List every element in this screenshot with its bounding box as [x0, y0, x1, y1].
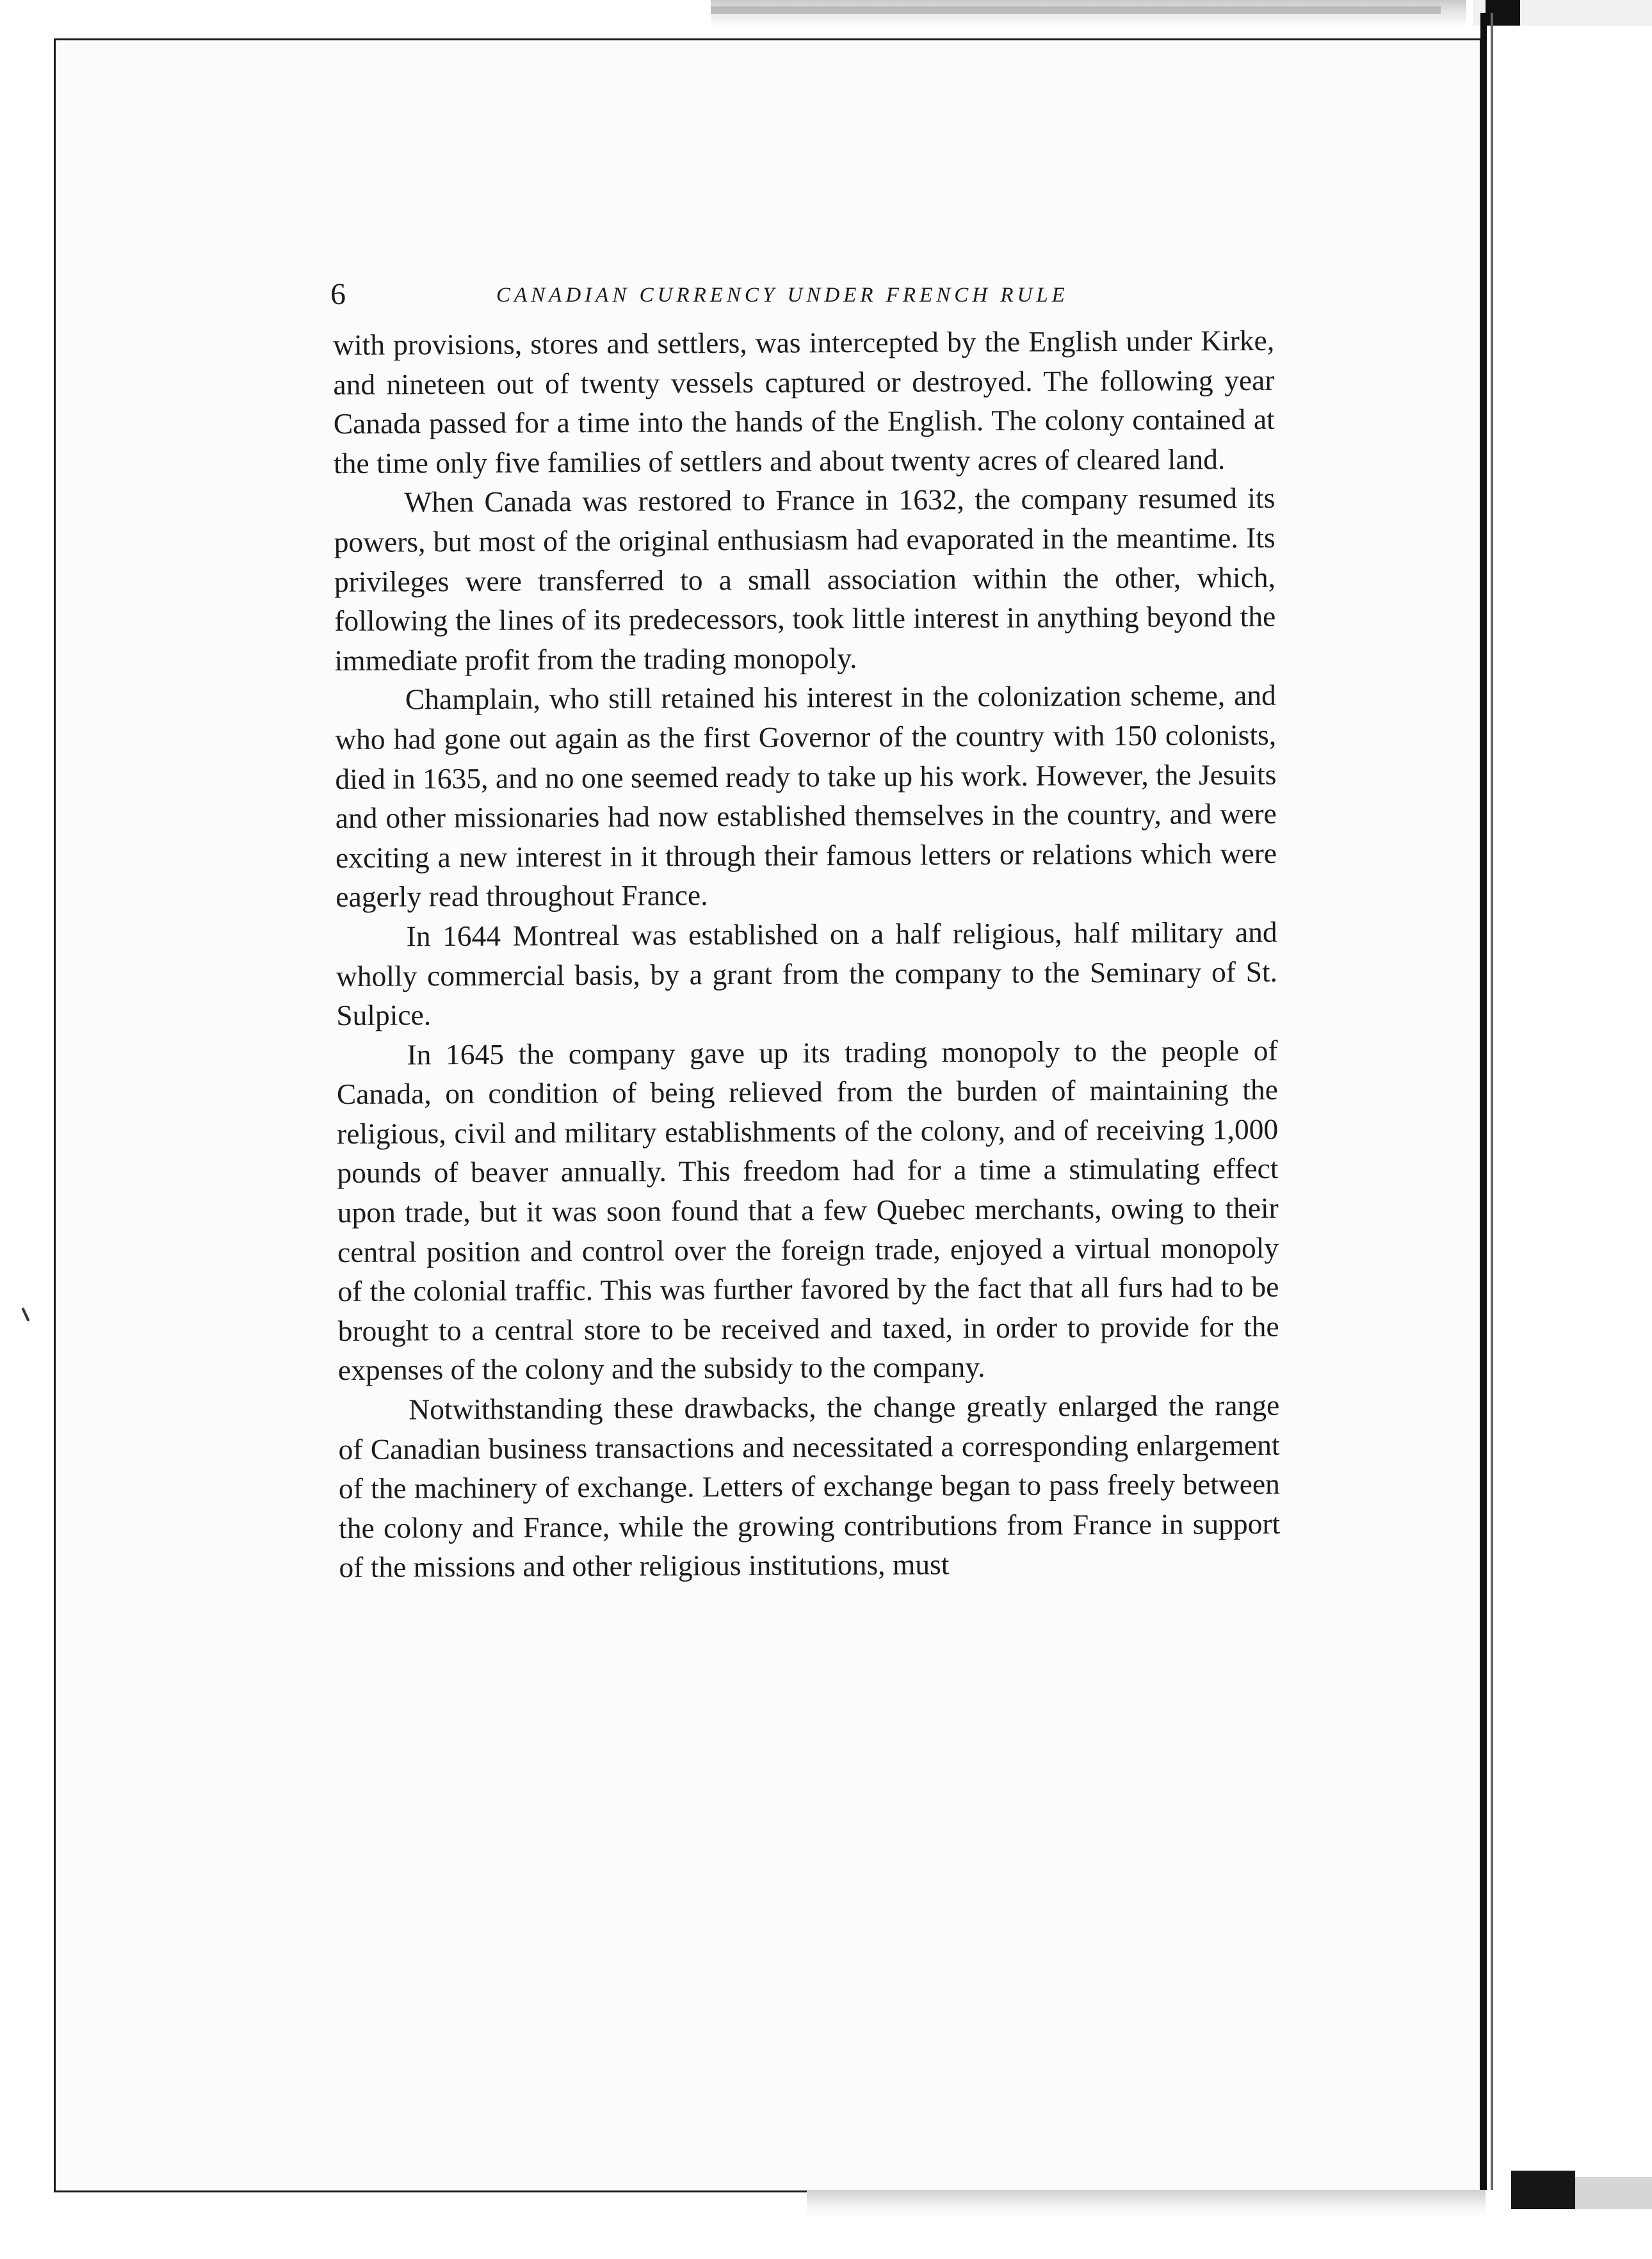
scan-edge-bottom: [807, 2190, 1486, 2218]
scan-shadow-top: [711, 6, 1441, 14]
paragraph: Notwithstanding these drawbacks, the change greatly enlarged the range of Canadian business transactions and necessitated a corresponding enlargement of the machinery of exchange. Letters of exchange began to pass freely between the colony and France, while the growing contributions from France in support of the missions and other religious institutions, must: [338, 1388, 1281, 1584]
paragraph: When Canada was restored to France in 1632, the company resumed its powers, but most of the original enthusiasm had evaporated in the meantime. Its privileges were transferred to a small association within the other, which, following the lines of its predecessors, took little interest in anything beyond the immediate profit from the trading monopoly.: [334, 482, 1276, 677]
paragraph: Champlain, who still retained his interest in the colonization scheme, and who had gone out again as the first Governor of the country with 150 colonists, died in 1635, and no one seemed ready to take up his work. However, the Jesuits and other missionaries had now established themselves in the country, and were exciting a new interest in it through their famous letters or relations which were eagerly read throughout France.: [335, 679, 1277, 914]
body-text: [333, 321, 1281, 1587]
paragraph: In 1644 Montreal was established on a half religious, half military and wholly commercial basis, by a grant from the company to the Seminary of St. Sulpice.: [336, 915, 1278, 1032]
page-edge-right: [1480, 13, 1487, 2190]
paragraph: In 1645 the company gave up its trading monopoly to the people of Canada, on condition of being relieved from the burden of maintaining the religious, civil and military establishments of the colony, and of receiving 1,000 pounds of beaver annually. This freedom had for a time a stimulating effect upon trade, but it was soon found that a few Quebec merchants, owing to their central position and control over the foreign trade, enjoyed a virtual monopoly of the colonial traffic. This was further favored by the fact that all furs had to be brought to a central store to be received and taxed, in order to provide for the expenses of the colony and the subsidy to the company.: [336, 1033, 1279, 1387]
paragraph: with provisions, stores and settlers, was intercepted by the English under Kirke, and nineteen out of twenty vessels captured or destroyed. The following year Canada passed for a time into the hands of the English. The colony contained at the time only five families of settlers and about twenty acres of cleared land.: [333, 323, 1275, 480]
page-number: 6: [330, 277, 346, 311]
running-head: CANADIAN CURRENCY UNDER FRENCH RULE: [496, 284, 1069, 307]
page-header: [327, 275, 1287, 314]
scan-speck: [22, 1308, 30, 1322]
scan-shadow-bottom-right: [1511, 2171, 1575, 2209]
page-edge-right-shadow: [1491, 13, 1493, 2190]
scan-corner-bottom-right: [1575, 2177, 1652, 2209]
